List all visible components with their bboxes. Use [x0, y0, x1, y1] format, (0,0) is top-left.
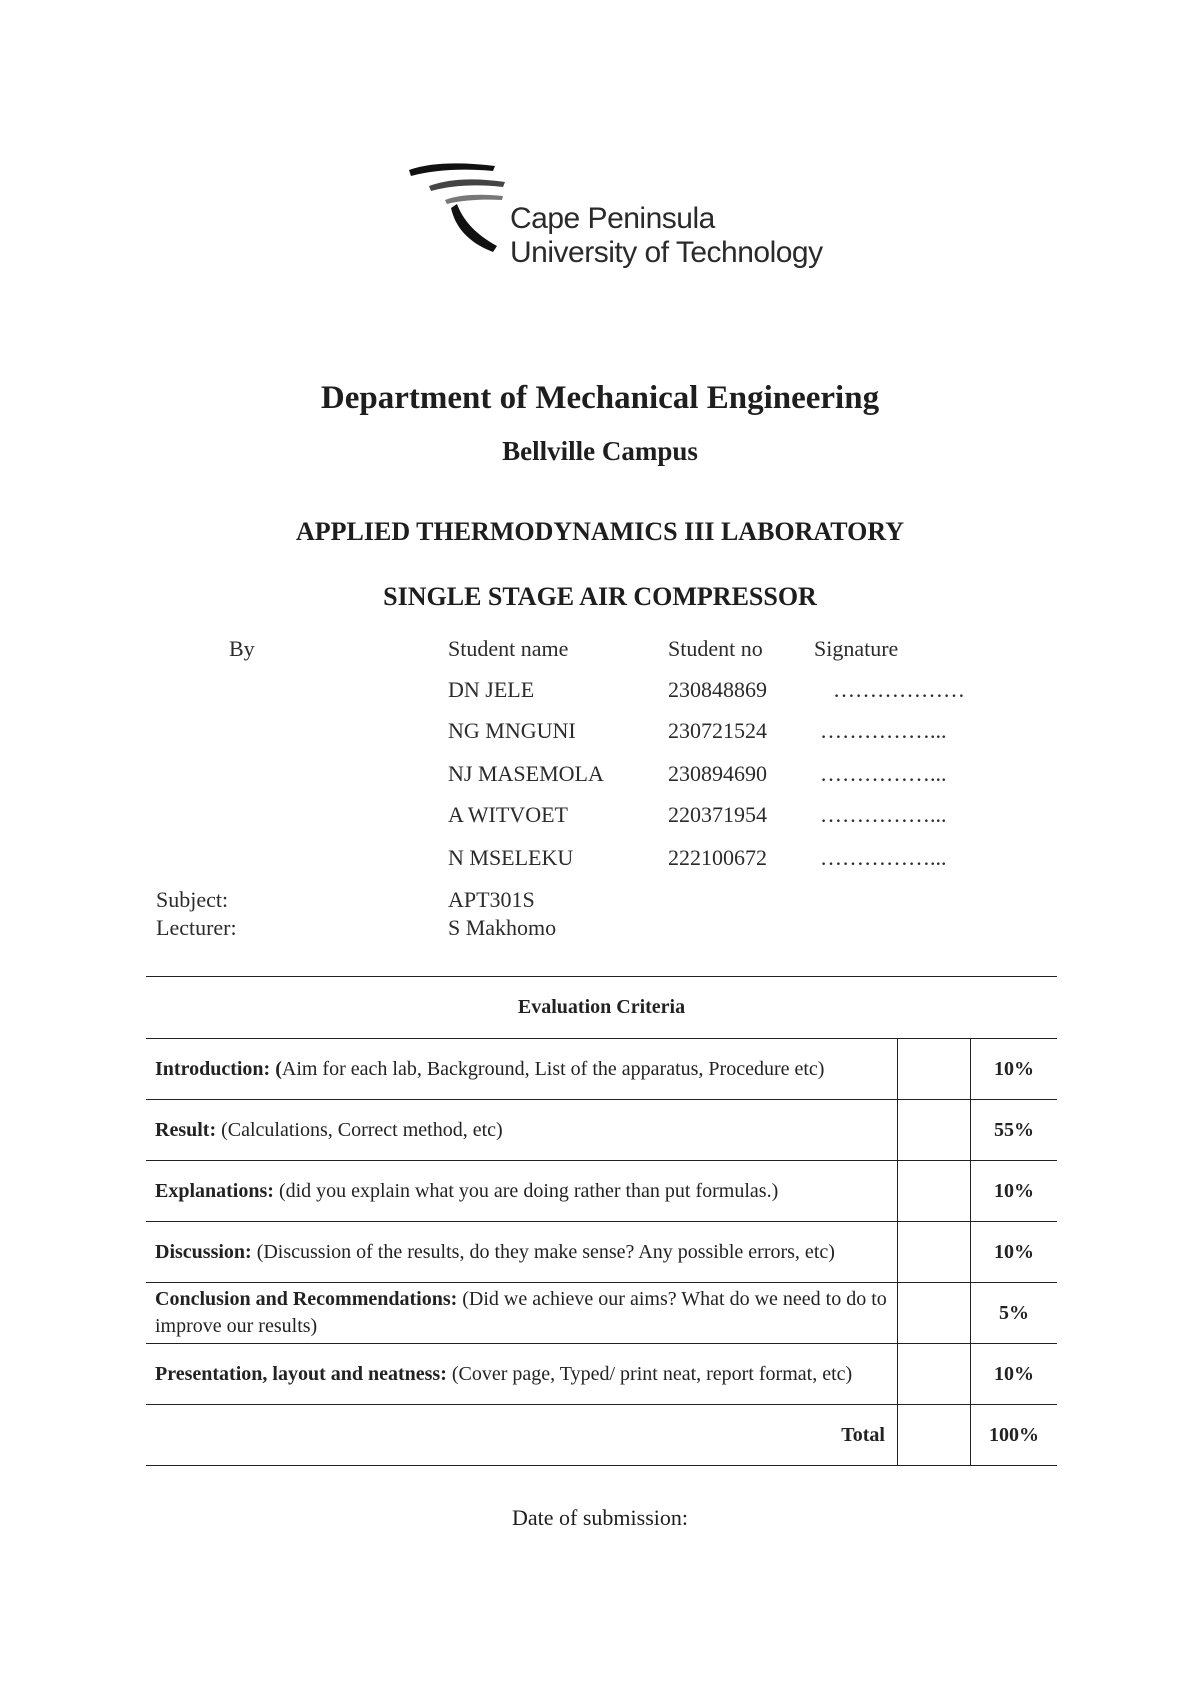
score-cell — [898, 1039, 971, 1100]
criterion-label: Presentation, layout and neatness: — [155, 1362, 447, 1385]
student-no-header: Student no — [668, 636, 763, 661]
report-title: SINGLE STAGE AIR COMPRESSOR — [383, 582, 817, 611]
criterion-label: Explanations: — [155, 1179, 274, 1202]
total-label: Total — [146, 1405, 898, 1466]
criterion-cell — [146, 1222, 898, 1283]
criterion-cell — [146, 1039, 898, 1100]
criterion-label: Result: — [155, 1118, 217, 1141]
score-cell — [898, 1100, 971, 1161]
criterion-weight: 10% — [971, 1161, 1058, 1222]
table-header-row — [146, 977, 1057, 1039]
score-cell — [898, 1344, 971, 1405]
lecturer-value: S Makhomo — [448, 915, 557, 940]
criterion-cell — [146, 1161, 898, 1222]
criterion-detail: (Calculations, Correct method, etc) — [216, 1118, 503, 1141]
criterion-detail: (Did we achieve our aims? What do we need to do to improve our results) — [155, 1288, 887, 1337]
criterion-cell — [146, 1283, 898, 1344]
criterion-detail: (did you explain what you are doing rather than put formulas.) — [273, 1179, 779, 1202]
table-row — [146, 1161, 1057, 1222]
criterion-weight: 10% — [971, 1222, 1058, 1283]
signature-line: ……………... — [820, 845, 947, 870]
date-of-submission-label: Date of submission: — [512, 1505, 688, 1530]
criterion-label: Discussion: — [155, 1240, 252, 1263]
signature-line: ……………… — [833, 677, 965, 702]
student-name: NG MNGUNI — [448, 718, 576, 743]
criterion-weight: 5% — [971, 1283, 1058, 1344]
criterion-weight: 55% — [971, 1100, 1058, 1161]
signature-header: Signature — [814, 636, 899, 661]
by-label: By — [229, 636, 255, 661]
subject-label: Subject: — [156, 887, 229, 912]
criterion-cell — [146, 1344, 898, 1405]
table-row — [146, 1039, 1057, 1100]
student-number: 230848869 — [668, 677, 767, 702]
criterion-cell — [146, 1100, 898, 1161]
criterion-weight: 10% — [971, 1039, 1058, 1100]
score-cell — [898, 1161, 971, 1222]
student-name-header: Student name — [448, 636, 569, 661]
total-row — [146, 1405, 1057, 1466]
logo-text-line2: University of Technology — [510, 236, 823, 269]
university-logo — [405, 160, 825, 290]
student-number: 230721524 — [668, 718, 767, 743]
score-cell — [898, 1283, 971, 1344]
signature-line: ……………... — [820, 802, 947, 827]
signature-line: ……………... — [820, 718, 947, 743]
signature-line: ……………... — [820, 761, 947, 786]
table-row — [146, 1344, 1057, 1405]
student-number: 220371954 — [668, 802, 767, 827]
campus-heading: Bellville Campus — [502, 436, 698, 466]
score-cell — [898, 1222, 971, 1283]
student-name: N MSELEKU — [448, 845, 574, 870]
total-score-cell — [898, 1405, 971, 1466]
total-value: 100% — [971, 1405, 1058, 1466]
logo-text-line1: Cape Peninsula — [510, 202, 715, 235]
criterion-label: Conclusion and Recommendations: — [155, 1288, 458, 1310]
lecturer-label: Lecturer: — [156, 915, 237, 940]
table-row — [146, 1222, 1057, 1283]
department-heading: Department of Mechanical Engineering — [320, 380, 880, 416]
evaluation-criteria-heading: Evaluation Criteria — [146, 977, 1057, 1039]
student-number: 230894690 — [668, 761, 767, 786]
criterion-detail: (Discussion of the results, do they make sense? Any possible errors, etc) — [251, 1240, 835, 1263]
subject-value: APT301S — [448, 887, 535, 912]
criterion-label: Introduction: ( — [155, 1057, 282, 1080]
evaluation-criteria-table — [146, 976, 1057, 1466]
student-name: A WITVOET — [448, 802, 568, 827]
criterion-detail: Aim for each lab, Background, List of the apparatus, Procedure etc) — [281, 1057, 825, 1080]
logo-emblem-icon — [405, 160, 515, 260]
table-row — [146, 1100, 1057, 1161]
table-row — [146, 1283, 1057, 1344]
student-number: 222100672 — [668, 845, 767, 870]
criterion-weight: 10% — [971, 1344, 1058, 1405]
course-heading: APPLIED THERMODYNAMICS III LABORATORY — [296, 517, 904, 546]
criterion-detail: (Cover page, Typed/ print neat, report format, etc) — [446, 1362, 853, 1385]
student-name: NJ MASEMOLA — [448, 761, 604, 786]
student-name: DN JELE — [448, 677, 535, 702]
